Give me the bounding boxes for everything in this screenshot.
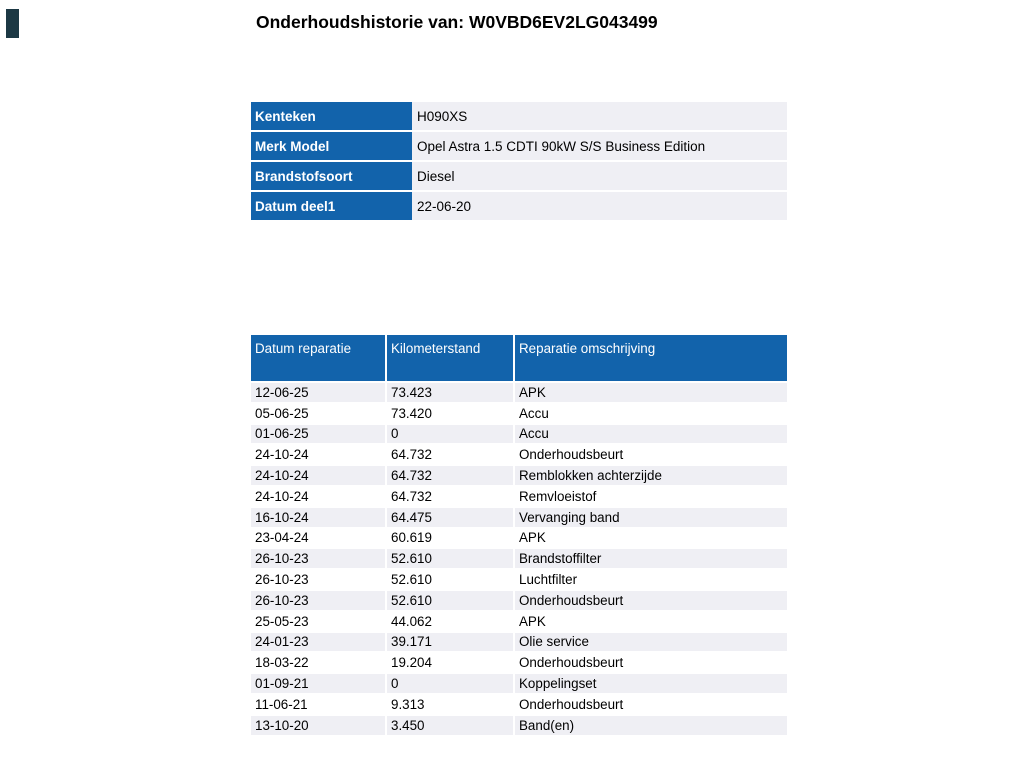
info-label-kenteken: Kenteken — [251, 102, 412, 132]
table-row — [251, 591, 787, 612]
cell-kilometerstand: 44.062 — [385, 612, 513, 633]
cell-datum: 23-04-24 — [251, 529, 385, 550]
vehicle-info-table — [251, 102, 787, 222]
cell-omschrijving: Accu — [513, 404, 787, 425]
cell-omschrijving: APK — [513, 612, 787, 633]
table-row — [251, 549, 787, 570]
cell-omschrijving: Remvloeistof — [513, 487, 787, 508]
cell-omschrijving: Remblokken achterzijde — [513, 466, 787, 487]
table-row — [251, 508, 787, 529]
table-row — [251, 529, 787, 550]
cell-omschrijving: APK — [513, 383, 787, 404]
cell-kilometerstand: 52.610 — [385, 549, 513, 570]
column-header-reparatie-omschrijving: Reparatie omschrijving — [513, 335, 787, 383]
cell-datum: 01-06-25 — [251, 425, 385, 446]
repair-header-row — [251, 335, 787, 383]
table-row — [251, 466, 787, 487]
cell-datum: 24-10-24 — [251, 466, 385, 487]
cell-kilometerstand: 64.732 — [385, 445, 513, 466]
cell-kilometerstand: 64.732 — [385, 487, 513, 508]
cell-datum: 01-09-21 — [251, 674, 385, 695]
cell-kilometerstand: 64.475 — [385, 508, 513, 529]
cell-datum: 11-06-21 — [251, 695, 385, 716]
table-row — [251, 633, 787, 654]
info-row-kenteken — [251, 102, 787, 132]
repair-history-table — [251, 335, 787, 737]
info-value-merk-model: Opel Astra 1.5 CDTI 90kW S/S Business Edition — [412, 132, 787, 162]
info-label-datum-deel1: Datum deel1 — [251, 192, 412, 222]
cell-kilometerstand: 39.171 — [385, 633, 513, 654]
table-row — [251, 695, 787, 716]
column-header-datum-reparatie: Datum reparatie — [251, 335, 385, 383]
column-header-kilometerstand: Kilometerstand — [385, 335, 513, 383]
cell-kilometerstand: 52.610 — [385, 591, 513, 612]
cell-omschrijving: Band(en) — [513, 716, 787, 737]
page-title: Onderhoudshistorie van: W0VBD6EV2LG043499 — [256, 12, 658, 32]
cell-omschrijving: Onderhoudsbeurt — [513, 653, 787, 674]
info-value-datum-deel1: 22-06-20 — [412, 192, 787, 222]
cell-omschrijving: Brandstoffilter — [513, 549, 787, 570]
table-row — [251, 653, 787, 674]
info-label-merk-model: Merk Model — [251, 132, 412, 162]
table-row — [251, 674, 787, 695]
cell-datum: 25-05-23 — [251, 612, 385, 633]
cell-omschrijving: Luchtfilter — [513, 570, 787, 591]
cell-kilometerstand: 9.313 — [385, 695, 513, 716]
cell-omschrijving: Onderhoudsbeurt — [513, 695, 787, 716]
cell-datum: 26-10-23 — [251, 570, 385, 591]
cell-kilometerstand: 64.732 — [385, 466, 513, 487]
cell-kilometerstand: 60.619 — [385, 529, 513, 550]
info-row-datum-deel1 — [251, 192, 787, 222]
info-row-merk-model — [251, 132, 787, 162]
corner-artifact — [6, 9, 19, 38]
cell-omschrijving: Onderhoudsbeurt — [513, 591, 787, 612]
table-row — [251, 445, 787, 466]
table-row — [251, 716, 787, 737]
table-row — [251, 383, 787, 404]
cell-datum: 18-03-22 — [251, 653, 385, 674]
table-row — [251, 404, 787, 425]
cell-datum: 05-06-25 — [251, 404, 385, 425]
cell-omschrijving: Onderhoudsbeurt — [513, 445, 787, 466]
cell-omschrijving: APK — [513, 529, 787, 550]
cell-omschrijving: Vervanging band — [513, 508, 787, 529]
cell-kilometerstand: 0 — [385, 674, 513, 695]
info-row-brandstofsoort — [251, 162, 787, 192]
cell-kilometerstand: 52.610 — [385, 570, 513, 591]
cell-datum: 13-10-20 — [251, 716, 385, 737]
info-value-brandstofsoort: Diesel — [412, 162, 787, 192]
cell-datum: 24-10-24 — [251, 487, 385, 508]
cell-datum: 26-10-23 — [251, 591, 385, 612]
info-value-kenteken: H090XS — [412, 102, 787, 132]
table-row — [251, 612, 787, 633]
table-row — [251, 570, 787, 591]
cell-kilometerstand: 73.420 — [385, 404, 513, 425]
cell-kilometerstand: 3.450 — [385, 716, 513, 737]
cell-datum: 24-10-24 — [251, 445, 385, 466]
cell-omschrijving: Olie service — [513, 633, 787, 654]
table-row — [251, 487, 787, 508]
cell-datum: 26-10-23 — [251, 549, 385, 570]
cell-datum: 12-06-25 — [251, 383, 385, 404]
cell-kilometerstand: 73.423 — [385, 383, 513, 404]
cell-kilometerstand: 19.204 — [385, 653, 513, 674]
table-row — [251, 425, 787, 446]
cell-datum: 24-01-23 — [251, 633, 385, 654]
cell-omschrijving: Accu — [513, 425, 787, 446]
cell-datum: 16-10-24 — [251, 508, 385, 529]
cell-kilometerstand: 0 — [385, 425, 513, 446]
cell-omschrijving: Koppelingset — [513, 674, 787, 695]
info-label-brandstofsoort: Brandstofsoort — [251, 162, 412, 192]
